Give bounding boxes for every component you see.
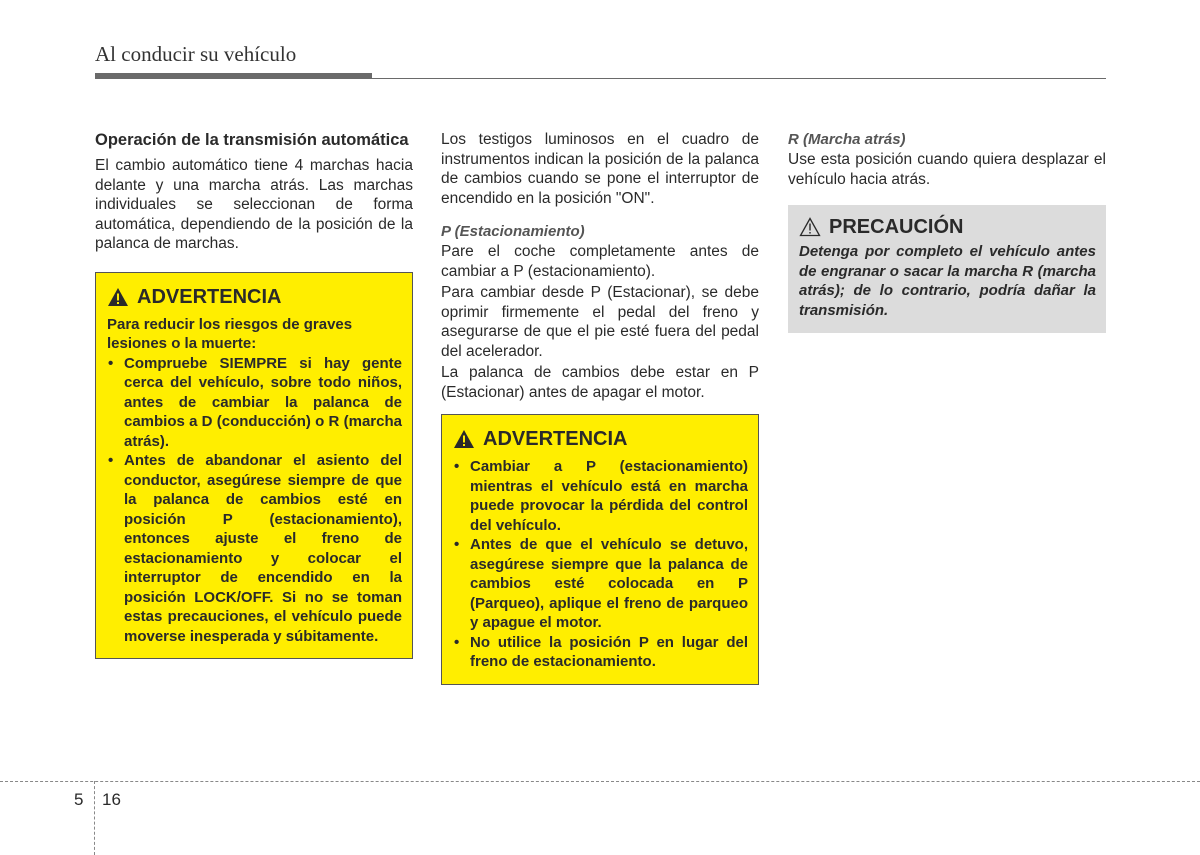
caution-triangle-icon (799, 217, 821, 237)
warning-title-text: ADVERTENCIA (137, 285, 282, 308)
caution-title (799, 215, 1096, 239)
warning-box (95, 272, 413, 660)
caution-box (788, 205, 1106, 333)
warning-item: • Antes de que el vehículo se detuvo, asegúrese siempre que la palanca de cambios esté colocada en P (Parqueo), aplique el freno de parqueo y apague el motor. (454, 536, 748, 631)
warning-triangle-icon (107, 287, 129, 307)
footer-dashed-divider (94, 781, 95, 855)
caution-title-text: PRECAUCIÓN (829, 216, 964, 238)
indicator-paragraph: Los testigos luminosos en el cuadro de instrumentos indican la posición de la palanca de cambios cuando se pone el interruptor de encendido en la posición "ON". (441, 131, 759, 207)
warning-box (441, 414, 759, 685)
warning-intro: Para reducir los riesgos de graves lesiones o la muerte: (107, 315, 353, 352)
warning-item: • Cambiar a P (estacionamiento) mientras el vehículo está en marcha puede provocar la pérdida del control del vehículo. (454, 458, 748, 534)
header-rule-thick (95, 73, 372, 79)
chapter-number: 5 (74, 790, 84, 809)
warning-item: • Antes de abandonar el asiento del conductor, asegúrese siempre de que la palanca de cambios esté en posición P (estacionamiento), entonces ajuste el freno de estacionamiento y colocar el interruptor de encendido en la posición LOCK/OFF. Si no se toman estas precauciones, el vehículo puede moverse inesperada y súbitamente. (108, 452, 402, 645)
warning-title-text: ADVERTENCIA (483, 428, 628, 450)
warning-item: • No utilice la posición P en lugar del freno de estacionamiento. (454, 633, 748, 670)
warning-list (453, 457, 748, 672)
column-right (788, 130, 1106, 333)
warning-list (107, 354, 402, 647)
caution-text: Detenga por completo el vehículo antes de engranar o sacar la marcha R (marcha atrás); de lo contrario, podría dañar la transmisión. (799, 243, 1096, 319)
column-middle (441, 130, 759, 685)
park-paragraph: La palanca de cambios debe estar en P (Estacionar) antes de apagar el motor. (441, 364, 759, 401)
warning-triangle-icon (453, 429, 475, 449)
page-number: 16 (102, 790, 121, 809)
reverse-paragraph: Use esta posición cuando quiera desplazar el vehículo hacia atrás. (788, 151, 1106, 188)
warning-item: • Compruebe SIEMPRE si hay gente cerca del vehículo, sobre todo niños, antes de cambiar la palanca de cambios a D (conducción) o R (marcha atrás). (108, 354, 402, 450)
warning-title (107, 285, 402, 309)
park-paragraph: Pare el coche completamente antes de cambiar a P (estacionamiento). (441, 243, 759, 280)
header-rule-thin (372, 78, 1106, 79)
footer-dashed-rule (0, 781, 1200, 782)
page-header-title: Al conducir su vehículo (95, 42, 297, 66)
column-left (95, 130, 413, 659)
park-paragraph: Para cambiar desde P (Estacionar), se debe oprimir firmemente el pedal del freno y asegurarse de que el pie esté fuera del pedal del acelerador. (441, 284, 759, 360)
reverse-heading: R (Marcha atrás) (788, 131, 906, 148)
park-heading: P (Estacionamiento) (441, 223, 585, 240)
intro-paragraph: El cambio automático tiene 4 marchas hacia delante y una marcha atrás. Las marchas individuales se seleccionan de forma automática, dependiendo de la posición de la palanca de marchas. (95, 157, 413, 252)
warning-title (453, 427, 748, 451)
section-heading: Operación de la transmisión automática (95, 131, 409, 149)
